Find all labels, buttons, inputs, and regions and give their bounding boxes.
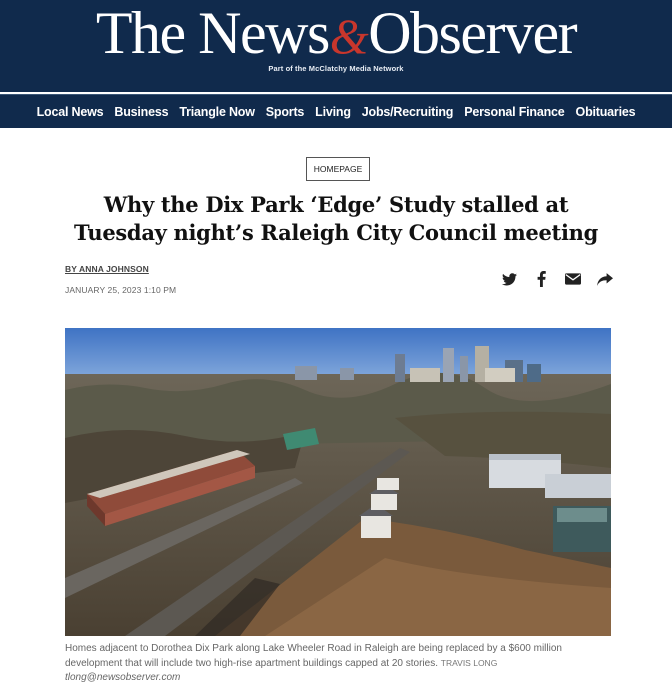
nav-item-sports[interactable]: Sports [265,104,305,119]
author-byline-link[interactable]: BY ANNA JOHNSON [65,264,149,274]
email-icon[interactable] [564,270,582,288]
photo-credit: TRAVIS LONG [440,658,498,668]
nav-item-jobs-recruiting[interactable]: Jobs/Recruiting [361,104,454,119]
publish-date: JANUARY 25, 2023 1:10 PM [65,285,177,295]
nav-item-living[interactable]: Living [315,104,351,119]
logo-text-observer: Observer [368,0,577,66]
masthead [0,0,672,92]
nav-item-local-news[interactable]: Local News [36,104,104,119]
network-tagline: Part of the McClatchy Media Network [268,64,404,73]
section-tag-homepage[interactable]: HOMEPAGE [306,157,370,181]
main-nav [0,94,672,128]
photographer-email: tlong@newsobserver.com [65,672,181,683]
share-arrow-icon[interactable] [596,270,614,288]
facebook-icon[interactable] [532,270,550,288]
nav-item-obituaries[interactable]: Obituaries [575,104,636,119]
logo-ampersand: & [329,8,368,64]
nav-item-triangle-now[interactable]: Triangle Now [179,104,255,119]
article-headline [40,191,632,247]
photo-caption [65,642,611,685]
nav-item-business[interactable]: Business [114,104,169,119]
logo-text-the-news: The News [95,0,329,66]
headline-line-1: Why the Dix Park ‘Edge’ Study stalled at [103,192,569,217]
headline-line-2: Tuesday night’s Raleigh City Council meeting [73,220,598,245]
twitter-icon[interactable] [500,270,518,288]
share-toolbar [500,270,614,288]
site-logo[interactable] [0,2,672,67]
caption-text: Homes adjacent to Dorothea Dix Park along Lake Wheeler Road in Raleigh are being replaced by a $600 million development that will include two high-rise apartment buildings capped at 20 stories. [65,643,562,669]
nav-item-personal-finance[interactable]: Personal Finance [464,104,565,119]
article-photo[interactable] [65,328,611,636]
